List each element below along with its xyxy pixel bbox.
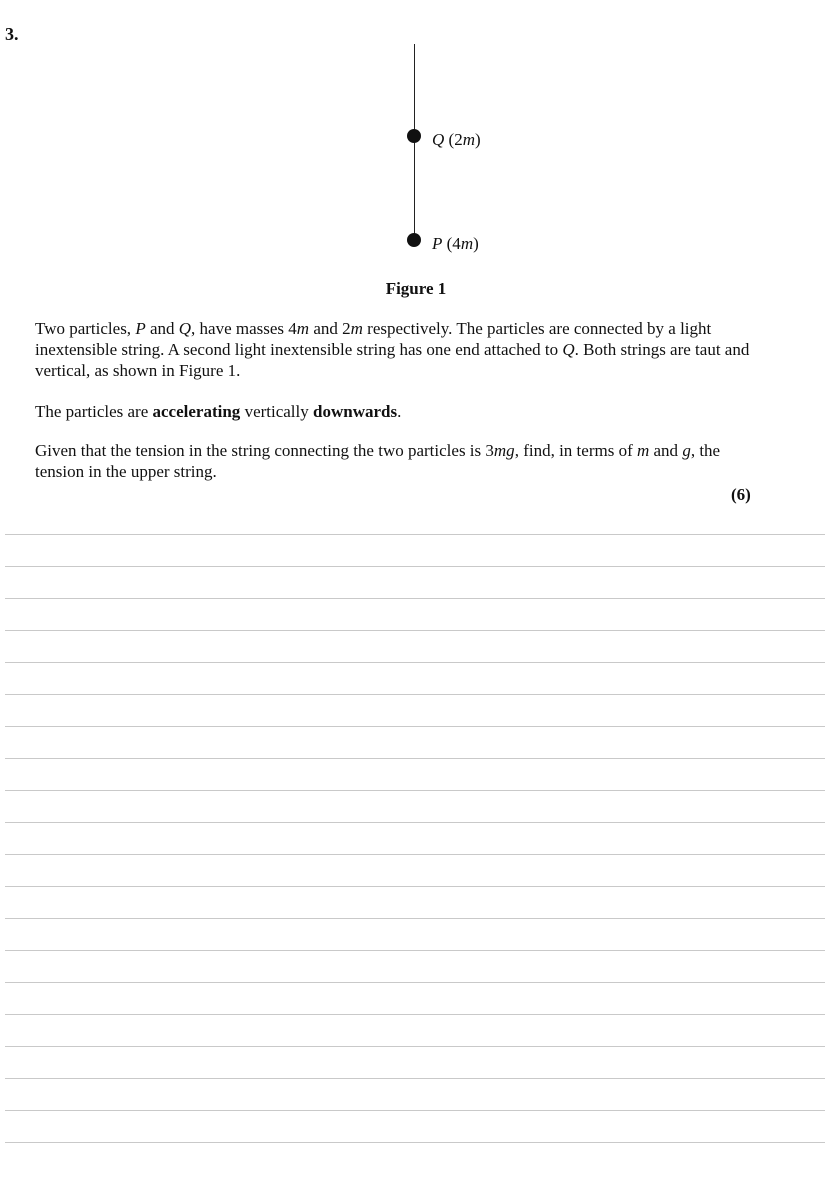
text-run: m [296, 319, 310, 338]
particle-q-close: ) [474, 130, 481, 149]
figure-caption: Figure 1 [385, 279, 447, 298]
particle-p-label [432, 234, 479, 254]
text-run: and [145, 319, 179, 338]
text-run: . [397, 402, 402, 421]
answer-line[interactable] [5, 758, 825, 759]
answer-line[interactable] [5, 790, 825, 791]
answer-line[interactable] [5, 1014, 825, 1015]
upper-string [414, 44, 415, 136]
marks-indicator: (6) [731, 485, 751, 504]
answer-line[interactable] [5, 1110, 825, 1111]
text-run: and 2 [309, 319, 351, 338]
particle-p-dot [407, 233, 421, 247]
answer-line[interactable] [5, 1046, 825, 1047]
answer-line[interactable] [5, 822, 825, 823]
answer-line[interactable] [5, 950, 825, 951]
text-run: , the tension in the upper string. [35, 441, 721, 481]
answer-line[interactable] [5, 566, 825, 567]
text-run: The particles are [35, 402, 153, 421]
answer-line[interactable] [5, 694, 825, 695]
text-run: m [350, 319, 363, 338]
text-run: Q [562, 340, 575, 359]
answer-line[interactable] [5, 854, 825, 855]
text-run: downwards [313, 402, 398, 421]
text-run: respectively. The particles are connected by a light inextensible string. A second light inextensible string has one end attached to [35, 319, 712, 359]
answer-line[interactable] [5, 886, 825, 887]
answer-line[interactable] [5, 982, 825, 983]
text-run: Given that the tension in the string connecting the two particles is 3 [35, 441, 494, 460]
text-run: accelerating [152, 402, 241, 421]
question-number: 3. [5, 24, 19, 44]
answer-line[interactable] [5, 1142, 825, 1143]
particle-p-close: ) [473, 234, 479, 253]
text-run: , have masses 4 [191, 319, 297, 338]
particle-q-dot [407, 129, 421, 143]
figure-1-diagram [0, 0, 832, 300]
answer-line[interactable] [5, 1078, 825, 1079]
question-paragraph-1 [35, 318, 755, 381]
answer-lines [5, 534, 825, 1174]
text-run: P [135, 319, 146, 338]
question-paragraph-3 [35, 440, 755, 482]
answer-line[interactable] [5, 598, 825, 599]
answer-line[interactable] [5, 662, 825, 663]
question-paragraph-2 [35, 401, 755, 422]
particle-q-letter: Q [432, 130, 445, 149]
particle-p-letter: P [432, 234, 443, 253]
text-run: Q [178, 319, 192, 338]
particle-p-mass-var: m [460, 234, 474, 253]
answer-line[interactable] [5, 534, 825, 535]
text-run: . Both strings are taut and vertical, as shown in Figure 1. [35, 340, 750, 380]
particle-q-label [432, 130, 481, 150]
text-run: m [636, 441, 650, 460]
particle-q-mass-var: m [462, 130, 475, 149]
particle-p-mass: (4 [446, 234, 461, 253]
answer-line[interactable] [5, 918, 825, 919]
answer-line[interactable] [5, 726, 825, 727]
text-run: g [682, 441, 691, 460]
lower-string [414, 136, 415, 240]
answer-line[interactable] [5, 630, 825, 631]
particle-q-mass: (2 [448, 130, 463, 149]
text-run: , find, in terms of [514, 441, 637, 460]
text-run: mg [493, 441, 515, 460]
text-run: Two particles, [35, 319, 136, 338]
text-run: vertically [240, 402, 314, 421]
text-run: and [649, 441, 683, 460]
